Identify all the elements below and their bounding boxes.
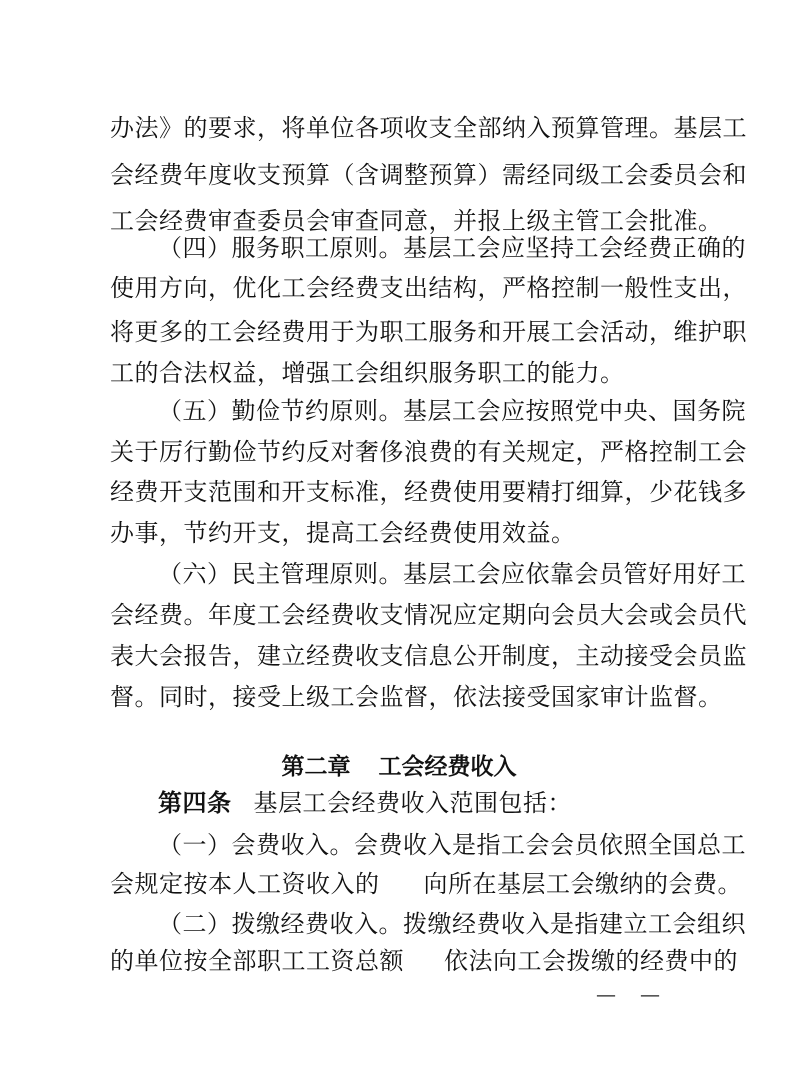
p6-line-2-b: 依法向工会拨缴的经费中的 (444, 947, 738, 975)
p3-line-4: 办事，节约开支，提高工会经费使用效益。 (110, 519, 576, 547)
p3-line-1: （五）勤俭节约原则。基层工会应按照党中央、国务院 (158, 397, 746, 425)
p5-line-1: （一）会费收入。会费收入是指工会会员依照全国总工 (158, 831, 746, 859)
p1-line-1: 办法》的要求，将单位各项收支全部纳入预算管理。基层工 (110, 114, 747, 142)
page-number-marker: —— (596, 982, 684, 1006)
p1-line-2: 会经费年度收支预算（含调整预算）需经同级工会委员会和 (110, 161, 747, 189)
article-4 (158, 788, 690, 818)
p2-line-4: 工的合法权益，增强工会组织服务职工的能力。 (110, 359, 625, 387)
p5-line-2 (110, 869, 742, 899)
p2-line-3: 将更多的工会经费用于为职工服务和开展工会活动，维护职 (110, 318, 747, 346)
p6-line-2 (110, 946, 738, 976)
p5-line-2-a: 会规定按本人工资收入的 (110, 870, 380, 898)
article-text: 基层工会经费收入范围包括： (253, 789, 572, 817)
chapter-title: 工会经费收入 (378, 754, 517, 780)
p2-line-2: 使用方向，优化工会经费支出结构，严格控制一般性支出， (110, 274, 747, 302)
p1-line-3: 工会经费审查委员会审查同意，并报上级主管工会批准。 (110, 207, 723, 235)
p4-line-2: 会经费。年度工会经费收支情况应定期向会员大会或会员代 (110, 601, 747, 629)
p4-line-4: 督。同时，接受上级工会监督，依法接受国家审计监督。 (110, 683, 723, 711)
p4-line-1: （六）民主管理原则。基层工会应依靠会员管好用好工 (158, 560, 746, 588)
chapter-heading (0, 752, 798, 782)
article-label: 第四条 (158, 789, 232, 817)
p6-line-2-a: 的单位按全部职工工资总额 (110, 947, 404, 975)
p3-line-2: 关于厉行勤俭节约反对奢侈浪费的有关规定，严格控制工会 (110, 438, 747, 466)
p5-line-2-b: 向所在基层工会缴纳的会费。 (423, 870, 742, 898)
p6-line-1: （二）拨缴经费收入。拨缴经费收入是指建立工会组织 (158, 910, 746, 938)
chapter-number: 第二章 (281, 754, 351, 780)
p2-line-1: （四）服务职工原则。基层工会应坚持工会经费正确的 (158, 234, 746, 262)
p3-line-3: 经费开支范围和开支标准，经费使用要精打细算，少花钱多 (110, 478, 747, 506)
p4-line-3: 表大会报告，建立经费收支信息公开制度，主动接受会员监 (110, 642, 747, 670)
